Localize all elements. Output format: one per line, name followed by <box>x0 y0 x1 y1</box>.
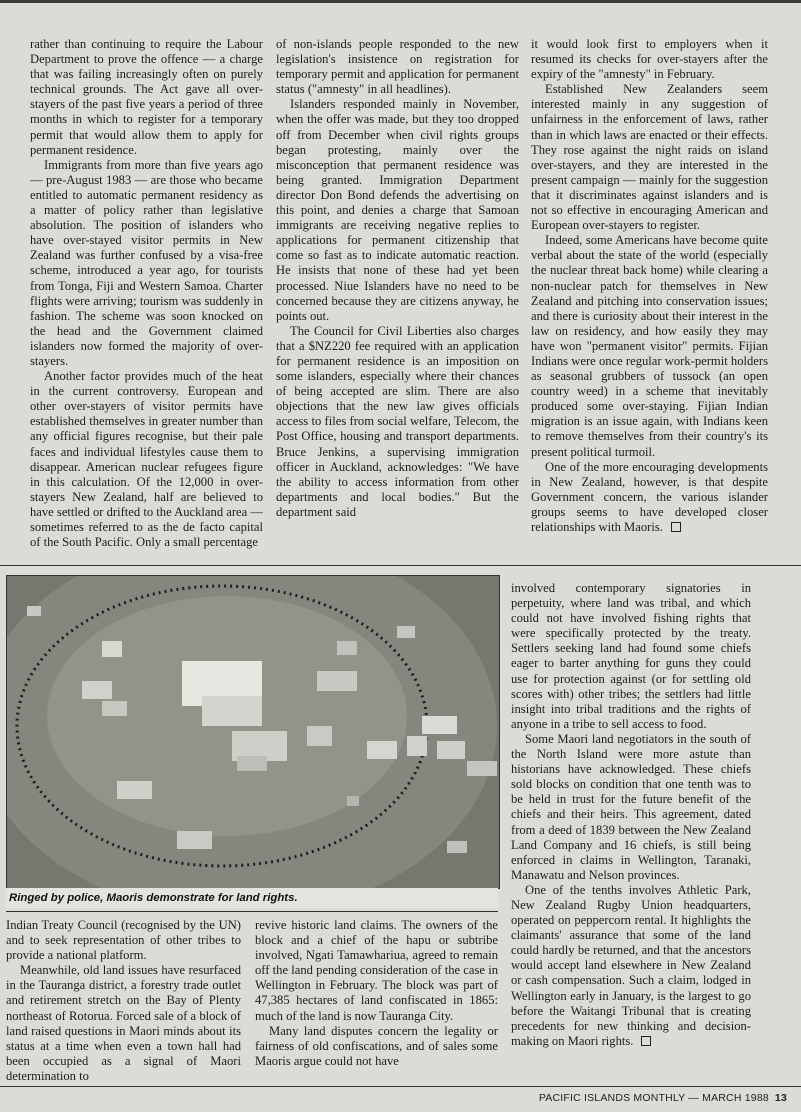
paragraph-text: One of the tenths involves Athletic Park, New Zealand Rugby Union headquarters, operated on peppercorn rental. It highlights the claimants' assurance that some of the land could hardly be returned, and that the ancestors would accept land elsewhere in New Zealand or cash compensation. Such a claim, lodged in Wellington early in January, is the largest to go before the Waitangi Tribunal that is creating precedents for new thinking and decision-making on Maori rights. <box>511 882 751 1048</box>
paragraph: Established New Zealanders seem interested mainly in any suggestion of unfairness in the enforcement of laws, rather than in which laws are enacted or their effects. They rose against the night raids on island over-stayers, and they are interested in the present campaign — mainly for the suggestion that it discriminates against islanders and is not so effective in encouraging American and European over-stayers to register. <box>531 82 768 233</box>
paragraph: Another factor provides much of the heat in the current controversy. European and other over-stayers of visitor permits have established themselves in greater number than any official figures recognise, but their pale faces and individual lifestyles cause them to disappear. American nuclear refugees figure in this calculation. Of the 12,000 in over-stayers New Zealand, half are believed to have settled or drifted to the Auckland area — sometimes referred to as the de facto capital of the South Pacific. Only a small percentage <box>30 369 263 550</box>
protest-aerial-photo <box>6 575 500 889</box>
paragraph: Some Maori land negotiators in the south of the North Island were more astute than historians have acknowledged. These chiefs sold blocks on condition that one tenth was to be held in trust for the future benefit of the chiefs and their heirs. This agreement, dated from a deed of 1839 between the New Zealand Land Company and 16 chiefs, is still being enforced in claims in Wellington, Taranaki, Manawatu and Nelson provinces. <box>511 731 751 882</box>
paragraph: Islanders responded mainly in November, when the offer was made, but they too dropped off from December when civil rights groups began protesting, mainly over the misconception that permanent residence was being granted. Immigration Department director Don Bond defends the advertising on this point, and denies a charge that Samoan immigrants are receiving negative replies to applications for permanent citizenship that come so fast as to indicate automatic reaction. He insists that none of these had yet been processed. Niue Islanders have no need to be concerned because they are citizens anyway, he points out. <box>276 97 519 323</box>
paragraph: revive historic land claims. The owners of the block and a chief of the hapu or subtribe involved, Ngati Tamawhariua, agreed to remain off the land pending consideration of the case in Wellington in February. The block was part of 47,385 hectares of land confiscated in 1865: much of the land is now Tauranga City. <box>255 918 498 1023</box>
top-column-1 <box>30 37 263 557</box>
caption-rule <box>6 911 498 912</box>
top-edge <box>0 0 801 3</box>
paragraph-with-endmark <box>511 883 751 1049</box>
paragraph: rather than continuing to require the Labour Department to prove the offence — a charge that was failing increasingly often on purely technical grounds. The Act gave all over-stayers of the past five years a period of three months in which to register for a temporary permit that would allow them to apply for permanent residence. <box>30 37 263 157</box>
paragraph: Immigrants from more than five years ago — pre-August 1983 — are those who became entitled to automatic permanent residency as a matter of policy rather than legislative absolution. The position of islanders who have over-stayed visitor permits in New Zealand was further confused by a visa-free scheme, introduced a year ago, for tourists from Tonga, Fiji and Western Samoa. Charter flights were arriving; tourism was suddenly in fashion. The scheme was soon knocked on the head and the Government claimed islanders now formed the majority of over-stayers. <box>30 157 263 368</box>
paragraph: involved contemporary signatories in perpetuity, where land was tribal, and which could not have involved fishing rights that were specifically protected by the treaty. Settlers seeking land had found some chiefs eager to barter anything for guns they could use for protection against (or for settling old scores with) other tribes; the settlers had little insight into tribal traditions and the rights of anyone in a tribe to sell access to food. <box>511 581 751 731</box>
paragraph: it would look first to employers when it resumed its checks for over-stayers after the expiry of the "amnesty" in February. <box>531 37 768 82</box>
bottom-column-2 <box>255 918 498 1090</box>
top-column-2 <box>276 37 519 557</box>
end-of-article-mark <box>671 522 681 532</box>
end-of-article-mark <box>641 1036 651 1046</box>
publication-title: PACIFIC ISLANDS MONTHLY — MARCH 1988 <box>538 1092 769 1104</box>
section-divider <box>0 565 801 566</box>
photo-illustration <box>7 576 499 888</box>
bottom-column-1 <box>6 918 241 1090</box>
top-column-3 <box>531 37 768 559</box>
bottom-column-3 <box>511 581 751 1086</box>
paragraph-with-endmark <box>531 460 768 535</box>
paragraph: Many land disputes concern the legality or fairness of old confiscations, and of sales some Maoris argue could not have <box>255 1023 498 1068</box>
paragraph: Indeed, some Americans have become quite verbal about the state of the world (especially the nuclear threat back home) while clearing a non-nuclear patch for themselves in New Zealand and pitching into conservation issues; and there is curiosity about their interest in the law on residency, and how easily they may have won "permanent visitor" permits. Fijian Indians were once regular work-permit holders as seasonal grubbers of tussock (an open country weed) in a scheme that inevitably produced some over-staying. Fijian Indian migration is an issue again, with Indians keen to remove themselves from their country's its present political turmoil. <box>531 233 768 459</box>
paragraph-text: One of the more encouraging developments in New Zealand, however, is that despite Government concern, the various islander groups seems to have developed closer relationships with Maoris. <box>531 459 768 534</box>
paragraph: The Council for Civil Liberties also charges that a $NZ220 fee required with an application for permanent residence is an imposition on some islanders, especially where their chances of being accepted are slim. There are also objections that the new law gives officials access to files from social welfare, Telecom, the Post Office, housing and transport departments. Bruce Jenkins, a supervising immigration officer in Auckland, acknowledges: "We have the ability to access information from other departments and local bodies." But the department said <box>276 323 519 519</box>
photo-caption: Ringed by police, Maoris demonstrate for land rights. <box>6 888 498 908</box>
page-number: 13 <box>774 1092 787 1104</box>
page-footer <box>539 1092 787 1104</box>
paragraph: Indian Treaty Council (recognised by the UN) and to seek representation of other tribes to provide a national platform. <box>6 918 241 963</box>
paragraph: Meanwhile, old land issues have resurfaced in the Tauranga district, a forestry trade outlet and retirement stretch on the Bay of Plenty northeast of Rotorua. Forced sale of a block of land raised questions in Maori minds about its status at a time when even a town hall had been occupied as a signal of Maori determination to <box>6 963 241 1083</box>
paragraph: of non-islands people responded to the new legislation's insistence on registration for temporary permit and application for permanent status ("amnesty" in all headlines). <box>276 37 519 97</box>
footer-rule <box>0 1086 801 1087</box>
